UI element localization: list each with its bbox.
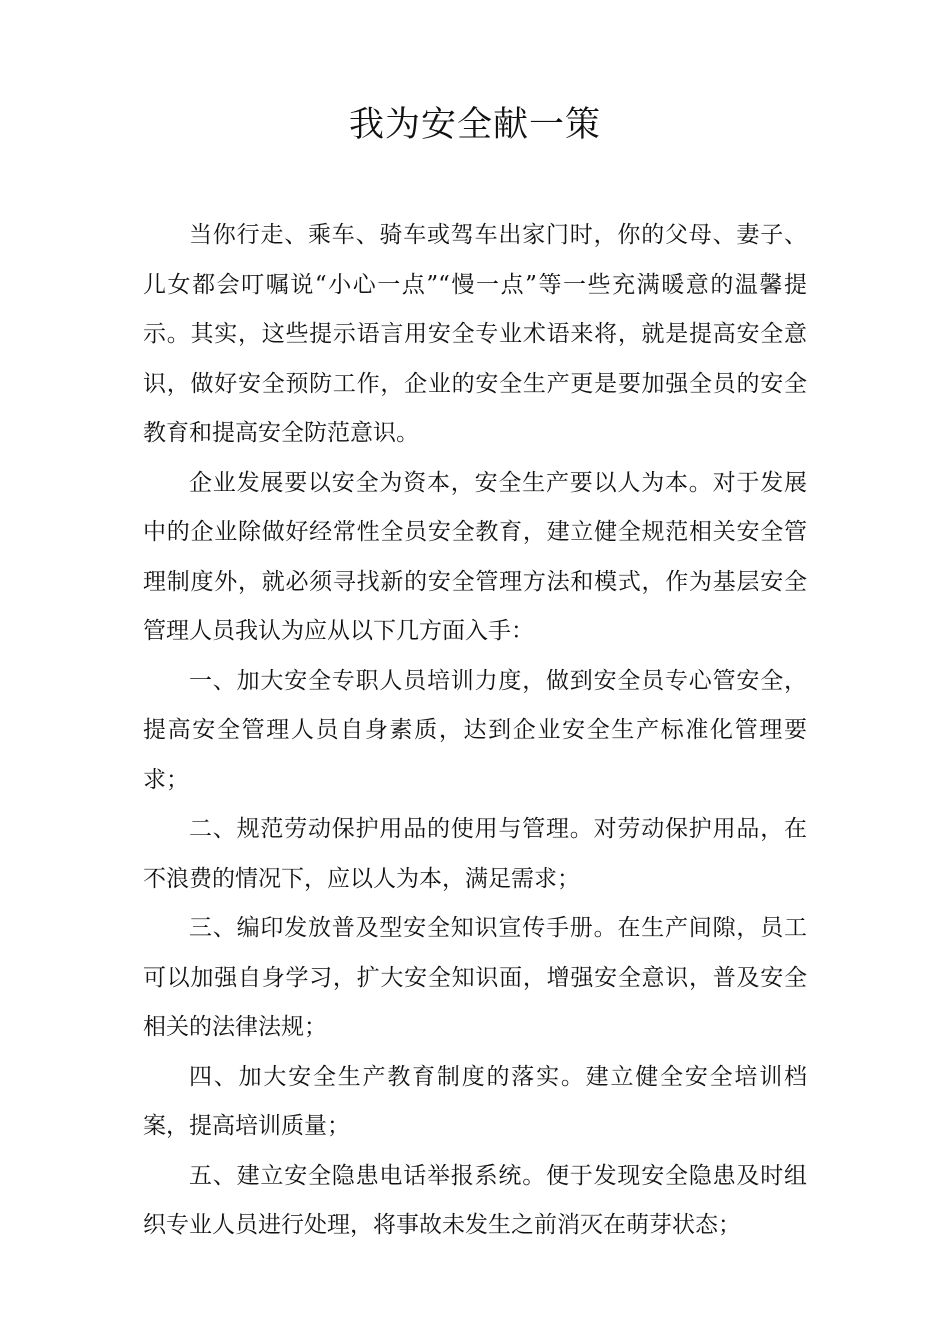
paragraph-item-3: 三、编印发放普及型安全知识宣传手册。在生产间隙，员工可以加强自身学习，扩大安全知识面，增强安全意识，普及安全相关的法律法规；	[143, 915, 807, 1040]
document-title: 我为安全献一策	[348, 105, 601, 145]
paragraph-item-1: 一、加大安全专职人员培训力度，做到安全员专心管安全，提高安全管理人员自身素质，达到企业安全生产标准化管理要求；	[143, 667, 807, 793]
paragraph-development: 企业发展要以安全为资本，安全生产要以人为本。对于发展中的企业除做好经常性全员安全教育，建立健全规范相关安全管理制度外，就必须寻找新的安全管理方法和模式，作为基层安全管理人员我认为应从以下几方面入手：	[143, 469, 807, 644]
paragraph-item-2: 二、规范劳动保护用品的使用与管理。对劳动保护用品，在不浪费的情况下，应以人为本，满足需求；	[143, 816, 807, 892]
paragraph-item-4: 四、加大安全生产教育制度的落实。建立健全安全培训档案，提高培训质量；	[143, 1063, 807, 1139]
paragraph-intro: 当你行走、乘车、骑车或驾车出家门时，你的父母、妻子、儿女都会叮嘱说“小心一点”“慢一点”等一些充满暖意的温馨提示。其实，这些提示语言用安全专业术语来将，就是提高安全意识，做好安全预防工作，企业的安全生产更是要加强全员的安全教育和提高安全防范意识。	[143, 222, 807, 446]
paragraph-item-5: 五、建立安全隐患电话举报系统。便于发现安全隐患及时组织专业人员进行处理，将事故未发生之前消灭在萌芽状态；	[143, 1162, 807, 1238]
document-body	[143, 211, 807, 1251]
